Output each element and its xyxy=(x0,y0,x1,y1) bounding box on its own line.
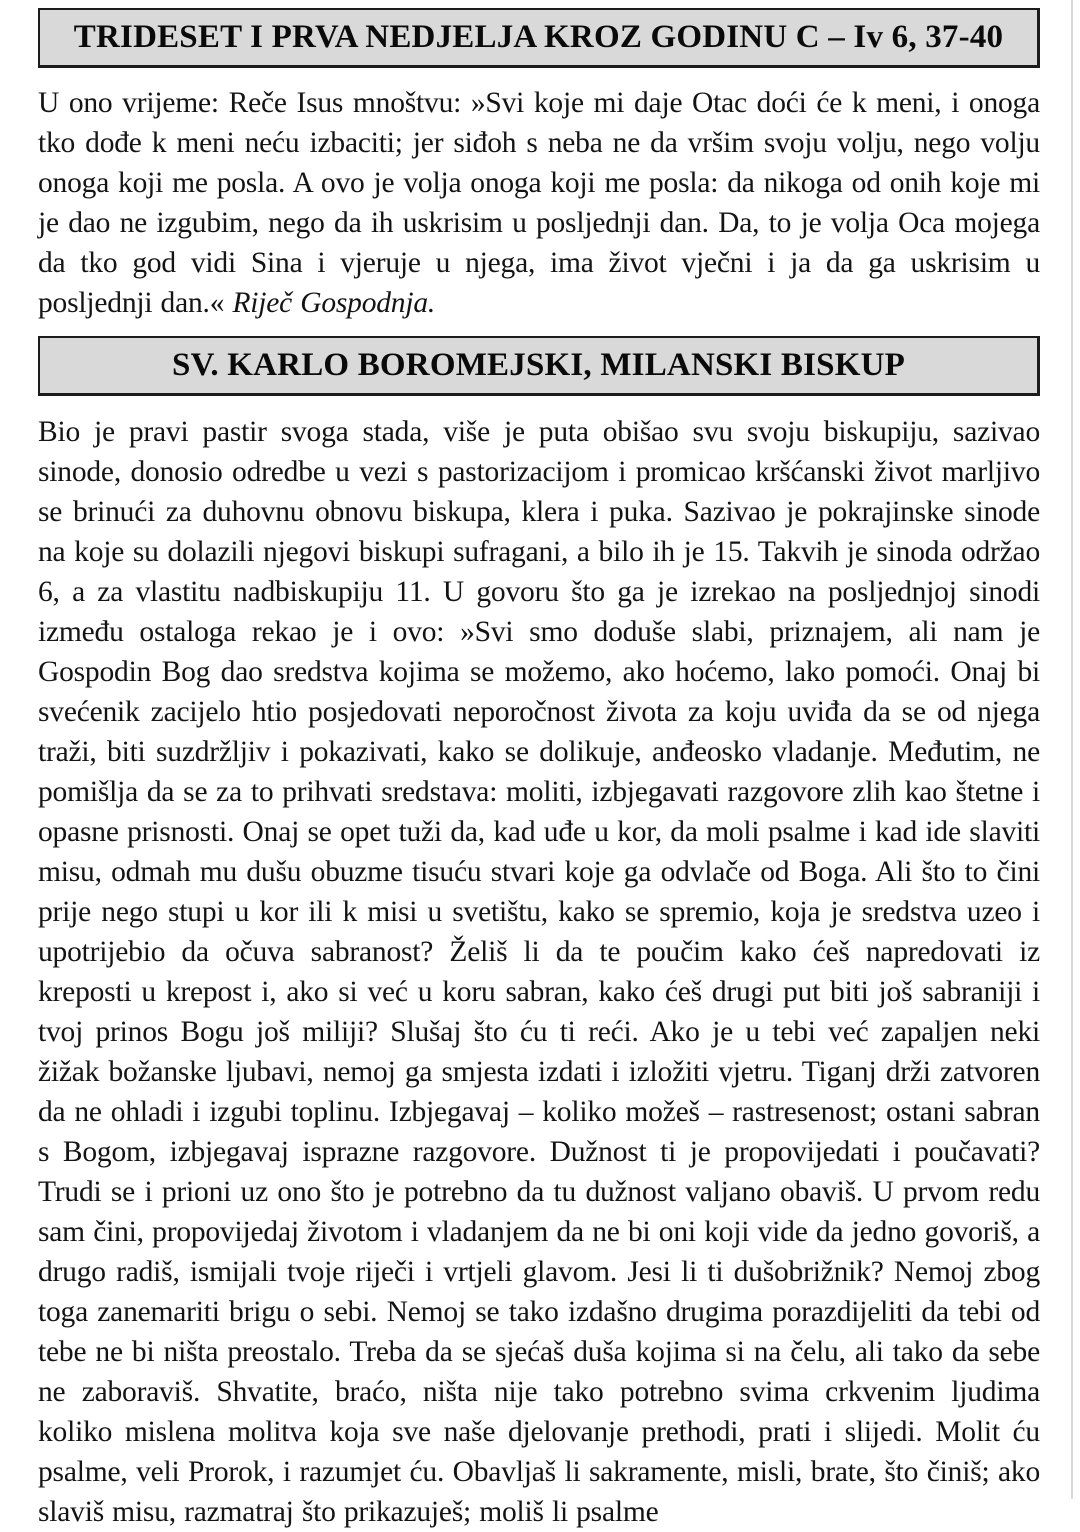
sunday-title-box xyxy=(38,8,1040,68)
gospel-closing-formula: Riječ Gospodnja. xyxy=(232,287,436,319)
saint-title: SV. KARLO BOROMEJSKI, MILANSKI BISKUP xyxy=(172,347,905,383)
gospel-reading-paragraph xyxy=(38,83,1040,323)
sunday-title: TRIDESET I PRVA NEDJELJA KROZ GODINU C – Iv 6, 37-40 xyxy=(73,19,1004,55)
gospel-reading-text: U ono vrijeme: Reče Isus mnoštvu: »Svi koje mi daje Otac doći će k meni, i onoga tko dođe k meni neću izbaciti; jer siđoh s neba ne da vršim svoju volju, nego volju onoga koji me posla. A ovo je volja onoga koji me posla: da nikoga od onih koje mi je dao ne izgubim, nego da ih uskrisim u posljednji dan. Da, to je volja Oca mojega da tko god vidi Sina i vjeruje u njega, ima život vječni i ja da ga uskrisim u posljednji dan.« xyxy=(38,87,1040,319)
scan-page-edge-line xyxy=(1071,0,1073,1499)
saint-biography-paragraph xyxy=(38,412,1040,1532)
saint-biography-text: Bio je pravi pastir svoga stada, više je puta obišao svu svoju biskupiju, sazivao sinode, donosio odredbe u vezi s pastorizacijom i promicao kršćanski život marljivo se brinući za duhovnu obnovu biskupa, klera i puka. Sazivao je pokrajinske sinode na koje su dolazili njegovi biskupi sufragani, a bilo ih je 15. Takvih je sinoda održao 6, a za vlastitu nadbiskupiju 11. U govoru što ga je izrekao na posljednjoj sinodi između ostaloga rekao je i ovo: »Svi smo doduše slabi, priznajem, ali nam je Gospodin Bog dao sredstva kojima se možemo, ako hoćemo, lako pomoći. Onaj bi svećenik zacijelo htio posjedovati neporočnost života za koju uviđa da se od njega traži, biti suzdržljiv i pokazivati, kako se dolikuje, anđeosko vladanje. Međutim, ne pomišlja da se za to prihvati sredstava: moliti, izbjegavati razgovore zlih kao štetne i opasne prisnosti. Onaj se opet tuži da, kad uđe u kor, da moli psalme i kad ide slaviti misu, odmah mu dušu obuzme tisuću stvari koje ga odvlače od Boga. Ali što to čini prije nego stupi u kor ili k misi u svetištu, kako se spremio, koja je sredstva uzeo i upotrijebio da očuva sabranost? Želiš li da te poučim kako ćeš napredovati iz kreposti u krepost i, ako si već u koru sabran, kako ćeš drugi put biti još sabraniji i tvoj prinos Bogu još miliji? Slušaj što ću ti reći. Ako je u tebi već zapaljen neki žižak božanske ljubavi, nemoj ga smjesta izdati i izložiti vjetru. Tiganj drži zatvoren da ne ohladi i izgubi toplinu. Izbjegavaj – koliko možeš – rastresenost; ostani sabran s Bogom, izbjegavaj isprazne razgovore. Dužnost ti je propovijedati i poučavati? Trudi se i prioni uz ono što je potrebno da tu dužnost valjano obaviš. U prvom redu sam čini, propovijedaj životom i vladanjem da ne bi oni koji vide da jedno govoriš, a drugo radiš, ismijali tvoje riječi i vrtjeli glavom. Jesi li ti dušobrižnik? Nemoj zbog toga zanemariti brigu o sebi. Nemoj se tako izdašno drugima porazdijeliti da tebi od tebe ne bi ništa preostalo. Treba da se sjećaš duša kojima si na čelu, ali tako da sebe ne zaboraviš. Shvatite, braćo, ništa nije tako potrebno svima crkvenim ljudima koliko mislena molitva koja sve naše djelovanje prethodi, prati i slijedi. Molit ću psalme, veli Prorok, i razumjet ću. Obavljaš li sakramente, misli, brate, što činiš; ako slaviš misu, razmatraj što prikazuješ; moliš li psalme xyxy=(38,416,1040,1528)
saint-title-box xyxy=(38,336,1040,396)
